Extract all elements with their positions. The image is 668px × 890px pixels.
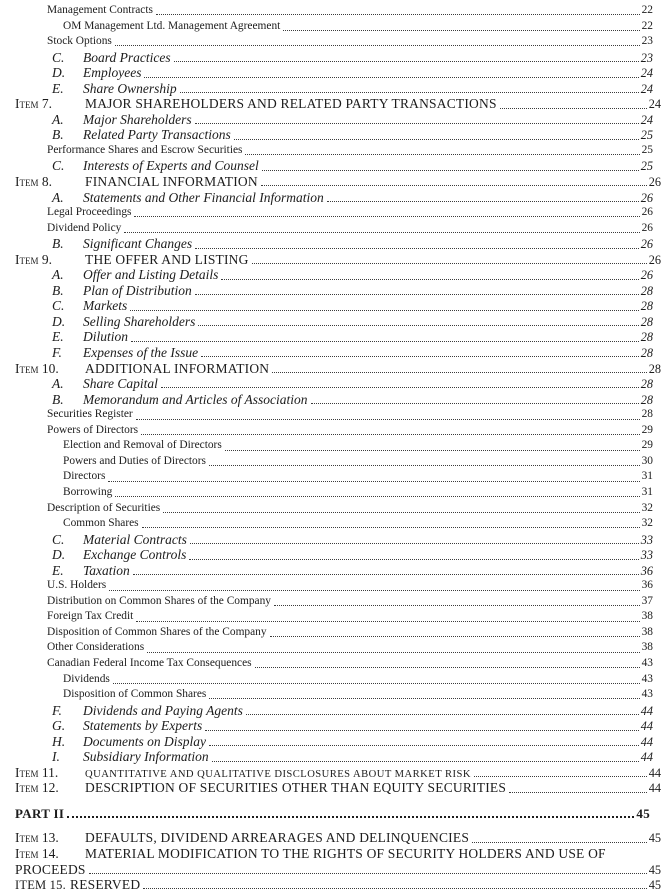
dot-leader (156, 14, 640, 15)
entry-title: Dividends (63, 672, 110, 685)
section-letter: G. (52, 718, 66, 734)
toc-row (0, 81, 668, 97)
toc-row (0, 376, 668, 392)
dot-leader (311, 403, 639, 404)
toc-row (0, 469, 668, 485)
page-number: 44 (648, 781, 661, 796)
toc-row (0, 594, 668, 610)
toc-row (0, 361, 668, 377)
toc-row (0, 236, 668, 252)
entry-title: Documents on Display (83, 733, 206, 749)
entry-title: Statements by Experts (83, 718, 203, 734)
toc-row (0, 749, 668, 765)
entry-title: Statements and Other Financial Information (83, 189, 324, 205)
dot-leader (108, 481, 639, 482)
section-letter: F. (52, 702, 62, 718)
dot-leader (212, 761, 639, 762)
page-number: 28 (640, 392, 653, 407)
dot-leader (234, 139, 639, 140)
page-number: 30 (641, 454, 653, 467)
page-number: 29 (641, 423, 653, 436)
entry-title: Dilution (83, 329, 129, 345)
section-letter: A. (52, 111, 64, 127)
toc-row (0, 454, 668, 470)
toc-row (0, 407, 668, 423)
entry-title: Stock Options (47, 35, 112, 48)
toc-row (0, 50, 668, 66)
page-number: 38 (641, 610, 653, 623)
page-number: 43 (641, 656, 653, 669)
dot-leader (252, 263, 647, 264)
dot-leader (142, 527, 640, 528)
page-number: 32 (641, 501, 653, 514)
toc-row (0, 298, 668, 314)
page-number: 22 (641, 19, 653, 32)
entry-title: Related Party Transactions (83, 127, 231, 143)
dot-leader (509, 792, 647, 793)
toc-row (0, 877, 668, 890)
section-letter: F. (52, 345, 62, 361)
toc-row (0, 718, 668, 734)
toc-row (0, 190, 668, 206)
page-number: 28 (640, 346, 653, 361)
dot-leader (246, 714, 639, 715)
section-letter: I. (52, 749, 60, 765)
page-number: 26 (640, 237, 653, 252)
dot-leader (274, 605, 640, 606)
toc-row (0, 267, 668, 283)
dot-leader (143, 888, 646, 889)
toc-row (0, 329, 668, 345)
entry-title: ADDITIONAL INFORMATION (85, 360, 270, 376)
section-letter: D. (52, 313, 66, 329)
page-number: 23 (640, 50, 653, 65)
entry-title: Directors (63, 470, 106, 483)
dot-leader (67, 816, 634, 818)
dot-leader (195, 248, 639, 249)
item-number-label: Item 12. (15, 780, 59, 796)
page-number: 28 (640, 330, 653, 345)
dot-leader (136, 621, 639, 622)
toc-row (0, 672, 668, 688)
toc-row (0, 174, 668, 190)
page-number: 28 (641, 408, 653, 421)
toc-row (0, 780, 668, 796)
page-number: 29 (641, 439, 653, 452)
toc-row (0, 34, 668, 50)
entry-title: Powers of Directors (47, 423, 139, 436)
section-letter: C. (52, 298, 65, 314)
item-number-label: ITEM 15. (15, 878, 66, 890)
toc-row (0, 96, 668, 112)
entry-title-continued: PROCEEDS (15, 861, 86, 877)
toc-row (0, 609, 668, 625)
page-number: 36 (641, 579, 653, 592)
page-number: 45 (636, 805, 650, 821)
entry-title: MATERIAL MODIFICATION TO THE RIGHTS OF SECURITY HOLDERS AND USE OF (85, 845, 606, 861)
page-number: 45 (648, 878, 661, 890)
entry-title: Offer and Listing Details (83, 267, 219, 283)
entry-title: Markets (83, 298, 128, 314)
dot-leader (190, 543, 639, 544)
dot-leader (144, 77, 638, 78)
entry-title: Memorandum and Articles of Association (83, 391, 308, 407)
dot-leader (133, 574, 639, 575)
dot-leader (255, 667, 640, 668)
page-number: 45 (648, 831, 661, 846)
dot-leader (209, 698, 639, 699)
page-number: 38 (641, 625, 653, 638)
toc-row (0, 65, 668, 81)
item-number-label: Item 7. (15, 96, 52, 112)
page-number: 26 (648, 175, 661, 190)
entry-title: Share Capital (83, 376, 158, 392)
toc-row (0, 806, 668, 822)
entry-title: Expenses of the Issue (83, 345, 199, 361)
item-number-label: Item 13. (15, 830, 59, 846)
toc-row (0, 703, 668, 719)
page-number: 43 (641, 688, 653, 701)
item-number-label: Item 11. (15, 764, 59, 780)
page-number: 44 (640, 734, 653, 749)
section-letter: B. (52, 391, 64, 407)
dot-leader (180, 92, 639, 93)
entry-title: Share Ownership (83, 80, 177, 96)
entry-title: Major Shareholders (83, 111, 192, 127)
page-number: 26 (641, 221, 653, 234)
entry-title: Canadian Federal Income Tax Consequences (47, 656, 252, 669)
dot-leader (124, 232, 639, 233)
dot-leader (161, 387, 639, 388)
section-letter: B. (52, 127, 64, 143)
page-number: 26 (640, 268, 653, 283)
dot-leader (209, 465, 640, 466)
page-number: 28 (640, 314, 653, 329)
section-letter: C. (52, 49, 65, 65)
entry-title: Exchange Controls (83, 547, 187, 563)
entry-title: Significant Changes (83, 236, 193, 252)
toc-row (0, 501, 668, 517)
page-number: 37 (641, 594, 653, 607)
page-number: 44 (640, 719, 653, 734)
entry-title: U.S. Holders (47, 579, 107, 592)
toc-row (0, 862, 668, 878)
entry-title: Employees (83, 65, 142, 81)
page-number: 24 (640, 112, 653, 127)
dot-leader (474, 776, 647, 777)
entry-title: Dividends and Paying Agents (83, 702, 243, 718)
toc-row (0, 640, 668, 656)
toc-row (0, 547, 668, 563)
page-number: 24 (640, 66, 653, 81)
toc-row (0, 830, 668, 846)
entry-title: Other Considerations (47, 641, 145, 654)
section-letter: E. (52, 562, 64, 578)
page-number: 32 (641, 517, 653, 530)
toc-row (0, 578, 668, 594)
dot-leader (174, 61, 639, 62)
toc-row (0, 158, 668, 174)
page-number: 31 (641, 470, 653, 483)
dot-leader (262, 170, 639, 171)
toc-row (0, 3, 668, 19)
page-number: 33 (640, 532, 653, 547)
entry-title: Subsidiary Information (83, 749, 209, 765)
page-number: 33 (640, 548, 653, 563)
toc-row (0, 438, 668, 454)
section-letter: D. (52, 65, 66, 81)
section-letter: C. (52, 158, 65, 174)
section-letter: E. (52, 329, 64, 345)
page-number: 26 (641, 206, 653, 219)
entry-title: Securities Register (47, 408, 133, 421)
toc-row (0, 112, 668, 128)
page-number: 23 (641, 35, 653, 48)
entry-title: QUANTITATIVE AND QUALITATIVE DISCLOSURES ABOUT MARKET RISK (85, 768, 471, 780)
toc-row (0, 656, 668, 672)
entry-title: Election and Removal of Directors (63, 439, 222, 452)
toc-row (0, 205, 668, 221)
entry-title: Description of Securities (47, 501, 161, 514)
toc-row (0, 252, 668, 268)
page-number: 36 (640, 563, 653, 578)
dot-leader (245, 154, 639, 155)
item-number-label: Item 10. (15, 360, 59, 376)
toc-row (0, 687, 668, 703)
page-number: 24 (648, 97, 661, 112)
toc-row (0, 846, 668, 862)
section-letter: B. (52, 236, 64, 252)
page-number: 38 (641, 641, 653, 654)
item-number-label: Item 14. (15, 845, 59, 861)
dot-leader (113, 683, 640, 684)
page-number: 44 (640, 750, 653, 765)
dot-leader (472, 842, 647, 843)
dot-leader (270, 636, 640, 637)
item-number-label: Item 9. (15, 251, 52, 267)
dot-leader (136, 419, 640, 420)
dot-leader (209, 745, 639, 746)
dot-leader (115, 45, 640, 46)
dot-leader (89, 873, 647, 874)
page-number: 25 (640, 159, 653, 174)
entry-title: MAJOR SHAREHOLDERS AND RELATED PARTY TRANSACTIONS (85, 96, 497, 112)
page-number: 43 (641, 672, 653, 685)
page-number: 25 (641, 143, 653, 156)
dot-leader (500, 108, 647, 109)
dot-leader (261, 185, 647, 186)
page-number: 45 (648, 862, 661, 877)
page-number: 26 (640, 190, 653, 205)
entry-title: Foreign Tax Credit (47, 610, 134, 623)
entry-title: Distribution on Common Shares of the Company (47, 594, 272, 607)
entry-title: FINANCIAL INFORMATION (85, 174, 258, 190)
entry-title: Dividend Policy (47, 221, 122, 234)
dot-leader (327, 201, 639, 202)
toc-row (0, 19, 668, 35)
toc-row (0, 283, 668, 299)
entry-title: OM Management Ltd. Management Agreement (63, 19, 281, 32)
dot-leader (201, 356, 639, 357)
section-letter: A. (52, 189, 64, 205)
entry-title: Disposition of Common Shares of the Company (47, 625, 267, 638)
entry-title: Powers and Duties of Directors (63, 454, 206, 467)
page-number: 22 (641, 4, 653, 16)
section-letter: B. (52, 282, 64, 298)
toc-row (0, 532, 668, 548)
toc-row (0, 765, 668, 781)
entry-title: DEFAULTS, DIVIDEND ARREARAGES AND DELINQUENCIES (85, 830, 470, 846)
section-letter: H. (52, 733, 66, 749)
page-number: 44 (640, 703, 653, 718)
dot-leader (131, 341, 639, 342)
page-number: 44 (648, 765, 661, 780)
dot-leader (147, 652, 639, 653)
section-letter: D. (52, 547, 66, 563)
dot-leader (134, 216, 639, 217)
page-number: 25 (640, 128, 653, 143)
dot-leader (221, 279, 638, 280)
page-number: 28 (648, 361, 661, 376)
entry-title: Selling Shareholders (83, 313, 196, 329)
dot-leader (141, 434, 640, 435)
page-number: 28 (640, 299, 653, 314)
toc-row (0, 563, 668, 579)
entry-title: Disposition of Common Shares (63, 688, 207, 701)
entry-title: Material Contracts (83, 531, 187, 547)
entry-title: DESCRIPTION OF SECURITIES OTHER THAN EQUITY SECURITIES (85, 780, 507, 796)
toc-row (0, 485, 668, 501)
toc-row (0, 734, 668, 750)
toc-row (0, 221, 668, 237)
section-letter: E. (52, 80, 64, 96)
dot-leader (109, 590, 639, 591)
dot-leader (283, 30, 639, 31)
dot-leader (195, 294, 639, 295)
section-letter: C. (52, 531, 65, 547)
entry-title: Legal Proceedings (47, 206, 132, 219)
entry-title: RESERVED (70, 877, 141, 890)
dot-leader (272, 372, 646, 373)
dot-leader (225, 450, 640, 451)
dot-leader (195, 123, 639, 124)
page-number: 31 (641, 485, 653, 498)
page-number: 26 (648, 252, 661, 267)
toc-row (0, 127, 668, 143)
dot-leader (189, 559, 638, 560)
entry-title: Interests of Experts and Counsel (83, 158, 259, 174)
section-letter: A. (52, 267, 64, 283)
dot-leader (198, 325, 638, 326)
entry-title: Board Practices (83, 49, 171, 65)
toc-row (0, 423, 668, 439)
page-number: 28 (640, 377, 653, 392)
entry-title: Performance Shares and Escrow Securities (47, 143, 243, 156)
item-number-label: Item 8. (15, 174, 52, 190)
page-number: 24 (640, 81, 653, 96)
dot-leader (115, 496, 639, 497)
toc-row (0, 392, 668, 408)
part-heading: PART II (15, 805, 65, 821)
dot-leader (205, 730, 638, 731)
entry-title: Common Shares (63, 517, 139, 530)
toc-row (0, 625, 668, 641)
toc-row (0, 345, 668, 361)
entry-title: THE OFFER AND LISTING (85, 251, 249, 267)
dot-leader (163, 512, 639, 513)
entry-title: Management Contracts (47, 4, 153, 16)
entry-title: Plan of Distribution (83, 282, 192, 298)
entry-title: Borrowing (63, 485, 113, 498)
page-number: 28 (640, 283, 653, 298)
entry-title: Taxation (83, 562, 130, 578)
toc-row (0, 516, 668, 532)
toc-row (0, 314, 668, 330)
toc-row (0, 143, 668, 159)
section-letter: A. (52, 376, 64, 392)
dot-leader (130, 310, 638, 311)
